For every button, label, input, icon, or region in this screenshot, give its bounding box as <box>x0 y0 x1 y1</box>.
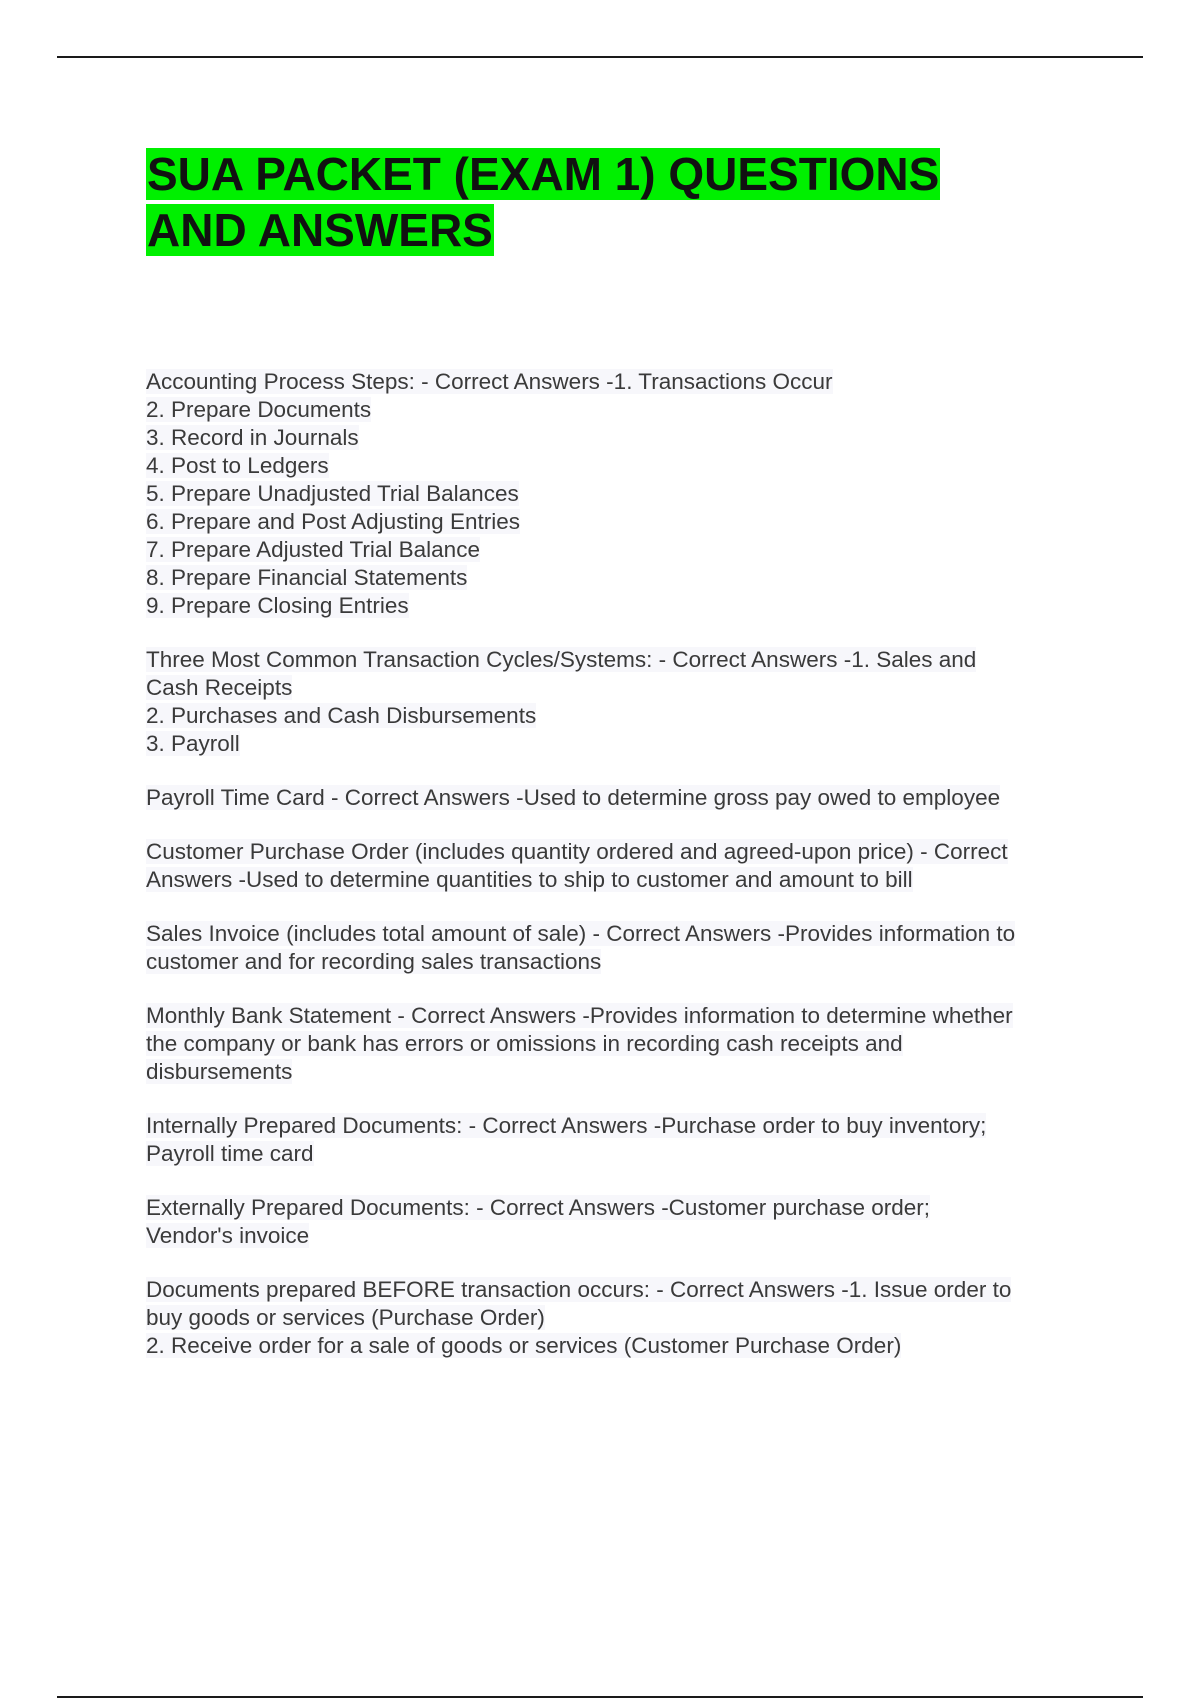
qa-entry-line <box>146 1002 1086 1030</box>
qa-entry-line <box>146 948 1086 976</box>
qa-entry <box>146 646 1086 758</box>
qa-entry-line-text: 6. Prepare and Post Adjusting Entries <box>146 509 520 534</box>
qa-entry-line <box>146 730 1086 758</box>
document-title <box>146 146 1006 258</box>
qa-entry-line <box>146 646 1086 674</box>
qa-entry-line <box>146 592 1086 620</box>
qa-entry-line-text: the company or bank has errors or omissions in recording cash receipts and <box>146 1031 903 1056</box>
qa-entry-line <box>146 1332 1086 1360</box>
qa-entry <box>146 784 1086 812</box>
qa-entry-line <box>146 1030 1086 1058</box>
qa-entry <box>146 368 1086 620</box>
qa-entry-line <box>146 1304 1086 1332</box>
qa-list <box>146 368 1086 1386</box>
qa-entry-line <box>146 508 1086 536</box>
qa-entry-line-text: Externally Prepared Documents: - Correct Answers -Customer purchase order; <box>146 1195 931 1220</box>
qa-entry-line <box>146 368 1086 396</box>
qa-entry-line-text: 2. Prepare Documents <box>146 397 372 422</box>
qa-entry-line <box>146 920 1086 948</box>
qa-entry-line-text: Monthly Bank Statement - Correct Answers -Provides information to determine whether <box>146 1003 1013 1028</box>
qa-entry-line-text: 7. Prepare Adjusted Trial Balance <box>146 537 480 562</box>
qa-entry-line-text: Vendor's invoice <box>146 1223 310 1248</box>
document-title-text: SUA PACKET (EXAM 1) QUESTIONS AND ANSWERS <box>147 148 940 256</box>
qa-entry-line <box>146 396 1086 424</box>
qa-entry-line-text: Documents prepared BEFORE transaction occurs: - Correct Answers -1. Issue order to <box>146 1277 1012 1302</box>
qa-entry-line <box>146 702 1086 730</box>
qa-entry-line-text: 8. Prepare Financial Statements <box>146 565 468 590</box>
qa-entry-line-text: customer and for recording sales transactions <box>146 949 602 974</box>
qa-entry-line <box>146 866 1086 894</box>
qa-entry-line-text: Sales Invoice (includes total amount of sale) - Correct Answers -Provides information to <box>146 921 1016 946</box>
qa-entry-line <box>146 424 1086 452</box>
qa-entry <box>146 838 1086 894</box>
qa-entry-line-text: Answers -Used to determine quantities to ship to customer and amount to bill <box>146 867 913 892</box>
qa-entry-line-text: disbursements <box>146 1059 293 1084</box>
qa-entry-line <box>146 452 1086 480</box>
qa-entry-line <box>146 1140 1086 1168</box>
qa-entry-line <box>146 480 1086 508</box>
qa-entry-line-text: Three Most Common Transaction Cycles/Systems: - Correct Answers -1. Sales and <box>146 647 977 672</box>
qa-entry-line-text: 4. Post to Ledgers <box>146 453 329 478</box>
qa-entry-line <box>146 674 1086 702</box>
qa-entry-line-text: 2. Receive order for a sale of goods or services (Customer Purchase Order) <box>146 1333 902 1358</box>
qa-entry-line-text: Internally Prepared Documents: - Correct Answers -Purchase order to buy inventory; <box>146 1113 987 1138</box>
qa-entry-line-text: buy goods or services (Purchase Order) <box>146 1305 545 1330</box>
qa-entry-line <box>146 838 1086 866</box>
qa-entry-line-text: Accounting Process Steps: - Correct Answers -1. Transactions Occur <box>146 369 833 394</box>
qa-entry-line <box>146 1194 1086 1222</box>
qa-entry-line <box>146 1276 1086 1304</box>
qa-entry-line-text: Cash Receipts <box>146 675 293 700</box>
header-rule <box>57 56 1143 58</box>
qa-entry-line-text: 5. Prepare Unadjusted Trial Balances <box>146 481 519 506</box>
qa-entry <box>146 1194 1086 1250</box>
qa-entry-line-text: Payroll time card <box>146 1141 314 1166</box>
qa-entry-line-text: Customer Purchase Order (includes quantity ordered and agreed-upon price) - Correct <box>146 839 1008 864</box>
qa-entry-line-text: Payroll Time Card - Correct Answers -Used to determine gross pay owed to employee <box>146 785 1001 810</box>
qa-entry-line <box>146 1112 1086 1140</box>
qa-entry-line <box>146 536 1086 564</box>
qa-entry <box>146 920 1086 976</box>
qa-entry-line-text: 3. Payroll <box>146 731 240 756</box>
qa-entry <box>146 1112 1086 1168</box>
qa-entry-line-text: 2. Purchases and Cash Disbursements <box>146 703 537 728</box>
qa-entry <box>146 1002 1086 1086</box>
qa-entry <box>146 1276 1086 1360</box>
qa-entry-line <box>146 784 1086 812</box>
qa-entry-line-text: 3. Record in Journals <box>146 425 359 450</box>
qa-entry-line-text: 9. Prepare Closing Entries <box>146 593 409 618</box>
footer-rule <box>57 1696 1143 1698</box>
qa-entry-line <box>146 1222 1086 1250</box>
qa-entry-line <box>146 564 1086 592</box>
qa-entry-line <box>146 1058 1086 1086</box>
